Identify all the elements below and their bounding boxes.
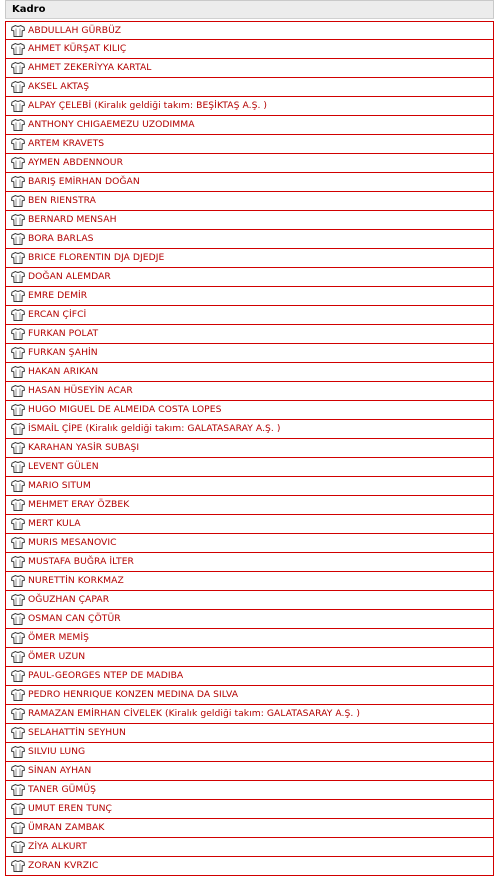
- jersey-icon: [11, 214, 25, 226]
- jersey-icon: [11, 347, 25, 359]
- jersey-icon: [11, 746, 25, 758]
- jersey-icon: [11, 613, 25, 625]
- list-item[interactable]: [5, 325, 494, 344]
- jersey-icon: [11, 841, 25, 853]
- player-name-link[interactable]: TANER GÜMÜŞ: [28, 784, 97, 795]
- list-item[interactable]: [5, 154, 494, 173]
- player-name-link[interactable]: ANTHONY CHIGAEMEZU UZODIMMA: [28, 119, 195, 130]
- list-item[interactable]: [5, 857, 494, 876]
- list-item[interactable]: [5, 192, 494, 211]
- list-item[interactable]: [5, 268, 494, 287]
- player-name-link[interactable]: RAMAZAN EMİRHAN CİVELEK (Kiralık geldiği takım: GALATASARAY A.Ş. ): [28, 708, 360, 719]
- list-item[interactable]: [5, 477, 494, 496]
- player-name-link[interactable]: FURKAN POLAT: [28, 328, 99, 339]
- list-item[interactable]: [5, 249, 494, 268]
- list-item[interactable]: [5, 629, 494, 648]
- player-name-link[interactable]: OĞUZHAN ÇAPAR: [28, 594, 110, 605]
- player-name-link[interactable]: MUSTAFA BUĞRA İLTER: [28, 556, 134, 567]
- jersey-icon: [11, 651, 25, 663]
- jersey-icon: [11, 25, 25, 37]
- list-item[interactable]: [5, 534, 494, 553]
- list-item[interactable]: [5, 458, 494, 477]
- jersey-icon: [11, 632, 25, 644]
- player-name-link[interactable]: BARIŞ EMİRHAN DOĞAN: [28, 176, 140, 187]
- jersey-icon: [11, 727, 25, 739]
- jersey-icon: [11, 138, 25, 150]
- player-name-link[interactable]: BRICE FLORENTIN DJA DJEDJE: [28, 252, 165, 263]
- panel-header: [5, 0, 494, 19]
- list-item[interactable]: [5, 230, 494, 249]
- player-name-link[interactable]: ARTEM KRAVETS: [28, 138, 105, 149]
- jersey-icon: [11, 176, 25, 188]
- player-name-link[interactable]: LEVENT GÜLEN: [28, 461, 99, 472]
- list-item[interactable]: [5, 401, 494, 420]
- player-name-link[interactable]: BORA BARLAS: [28, 233, 94, 244]
- list-item[interactable]: [5, 116, 494, 135]
- jersey-icon: [11, 499, 25, 511]
- jersey-icon: [11, 81, 25, 93]
- player-name-link[interactable]: PAUL-GEORGES NTEP DE MADIBA: [28, 670, 184, 681]
- list-item[interactable]: [5, 819, 494, 838]
- jersey-icon: [11, 233, 25, 245]
- jersey-icon: [11, 575, 25, 587]
- jersey-icon: [11, 290, 25, 302]
- jersey-icon: [11, 271, 25, 283]
- jersey-icon: [11, 537, 25, 549]
- player-name-link[interactable]: ALPAY ÇELEBİ (Kiralık geldiği takım: BEŞİKTAŞ A.Ş. ): [28, 100, 268, 111]
- list-item[interactable]: [5, 667, 494, 686]
- jersey-icon: [11, 784, 25, 796]
- jersey-icon: [11, 328, 25, 340]
- jersey-icon: [11, 195, 25, 207]
- jersey-icon: [11, 423, 25, 435]
- player-name-link[interactable]: MARIO SITUM: [28, 480, 91, 491]
- jersey-icon: [11, 480, 25, 492]
- list-item[interactable]: [5, 363, 494, 382]
- player-name-link[interactable]: ÖMER UZUN: [28, 651, 86, 662]
- jersey-icon: [11, 43, 25, 55]
- jersey-icon: [11, 860, 25, 872]
- list-item[interactable]: [5, 439, 494, 458]
- player-name-link[interactable]: ZORAN KVRZIC: [28, 860, 99, 871]
- player-name-link[interactable]: OSMAN CAN ÇÖTÜR: [28, 613, 121, 624]
- list-item[interactable]: [5, 40, 494, 59]
- player-name-link[interactable]: ZİYA ALKURT: [28, 841, 87, 852]
- list-item[interactable]: [5, 496, 494, 515]
- player-name-link[interactable]: HASAN HÜSEYİN ACAR: [28, 385, 133, 396]
- jersey-icon: [11, 404, 25, 416]
- player-name-link[interactable]: ÖMER MEMİŞ: [28, 632, 89, 643]
- list-item[interactable]: [5, 762, 494, 781]
- player-name-link[interactable]: SILVIU LUNG: [28, 746, 86, 757]
- jersey-icon: [11, 708, 25, 720]
- list-item[interactable]: [5, 553, 494, 572]
- jersey-icon: [11, 366, 25, 378]
- list-item[interactable]: [5, 743, 494, 762]
- jersey-icon: [11, 765, 25, 777]
- player-name-link[interactable]: AHMET ZEKERİYYA KARTAL: [28, 62, 152, 73]
- list-item[interactable]: [5, 591, 494, 610]
- list-item[interactable]: [5, 344, 494, 363]
- list-item[interactable]: [5, 800, 494, 819]
- list-item[interactable]: [5, 21, 494, 40]
- list-item[interactable]: [5, 515, 494, 534]
- list-item[interactable]: [5, 572, 494, 591]
- list-item[interactable]: [5, 97, 494, 116]
- player-name-link[interactable]: ERCAN ÇİFCİ: [28, 309, 87, 320]
- player-name-link[interactable]: MURIS MESANOVIC: [28, 537, 117, 548]
- player-name-link[interactable]: ÜMRAN ZAMBAK: [28, 822, 105, 833]
- jersey-icon: [11, 442, 25, 454]
- list-item[interactable]: [5, 306, 494, 325]
- panel-title: Kadro: [12, 4, 46, 15]
- player-name-link[interactable]: NURETTİN KORKMAZ: [28, 575, 124, 586]
- jersey-icon: [11, 689, 25, 701]
- jersey-icon: [11, 670, 25, 682]
- jersey-icon: [11, 385, 25, 397]
- jersey-icon: [11, 461, 25, 473]
- list-item[interactable]: [5, 610, 494, 629]
- list-item[interactable]: [5, 781, 494, 800]
- jersey-icon: [11, 62, 25, 74]
- list-item[interactable]: [5, 78, 494, 97]
- player-name-link[interactable]: FURKAN ŞAHİN: [28, 347, 98, 358]
- list-item[interactable]: [5, 420, 494, 439]
- list-item[interactable]: [5, 59, 494, 78]
- jersey-icon: [11, 100, 25, 112]
- jersey-icon: [11, 822, 25, 834]
- player-name-link[interactable]: MERT KULA: [28, 518, 81, 529]
- player-name-link[interactable]: KARAHAN YASİR SUBAŞI: [28, 442, 140, 453]
- player-name-link[interactable]: BEN RIENSTRA: [28, 195, 97, 206]
- jersey-icon: [11, 594, 25, 606]
- player-name-link[interactable]: UMUT EREN TUNÇ: [28, 803, 113, 814]
- list-item[interactable]: [5, 211, 494, 230]
- jersey-icon: [11, 518, 25, 530]
- player-name-link[interactable]: AYMEN ABDENNOUR: [28, 157, 124, 168]
- jersey-icon: [11, 252, 25, 264]
- player-name-link[interactable]: SELAHATTİN SEYHUN: [28, 727, 126, 738]
- player-name-link[interactable]: AHMET KÜRŞAT KILIÇ: [28, 43, 127, 54]
- player-name-link[interactable]: BERNARD MENSAH: [28, 214, 117, 225]
- jersey-icon: [11, 309, 25, 321]
- player-name-link[interactable]: ABDULLAH GÜRBÜZ: [28, 25, 122, 36]
- jersey-icon: [11, 157, 25, 169]
- jersey-icon: [11, 119, 25, 131]
- squad-panel: [5, 0, 494, 876]
- list-item[interactable]: [5, 705, 494, 724]
- jersey-icon: [11, 803, 25, 815]
- player-name-link[interactable]: İSMAİL ÇİPE (Kiralık geldiği takım: GALATASARAY A.Ş. ): [28, 423, 281, 434]
- list-item[interactable]: [5, 287, 494, 306]
- player-name-link[interactable]: MEHMET ERAY ÖZBEK: [28, 499, 130, 510]
- list-item[interactable]: [5, 648, 494, 667]
- player-name-link[interactable]: DOĞAN ALEMDAR: [28, 271, 111, 282]
- player-name-link[interactable]: PEDRO HENRIQUE KONZEN MEDINA DA SILVA: [28, 689, 239, 700]
- player-name-link[interactable]: AKSEL AKTAŞ: [28, 81, 90, 92]
- player-name-link[interactable]: HUGO MIGUEL DE ALMEIDA COSTA LOPES: [28, 404, 222, 415]
- list-item[interactable]: [5, 724, 494, 743]
- list-item[interactable]: [5, 173, 494, 192]
- list-item[interactable]: [5, 838, 494, 857]
- list-item[interactable]: [5, 135, 494, 154]
- player-name-link[interactable]: SİNAN AYHAN: [28, 765, 92, 776]
- jersey-icon: [11, 556, 25, 568]
- list-item[interactable]: [5, 686, 494, 705]
- list-item[interactable]: [5, 382, 494, 401]
- player-name-link[interactable]: EMRE DEMİR: [28, 290, 88, 301]
- player-list: [5, 21, 494, 876]
- player-name-link[interactable]: HAKAN ARIKAN: [28, 366, 99, 377]
